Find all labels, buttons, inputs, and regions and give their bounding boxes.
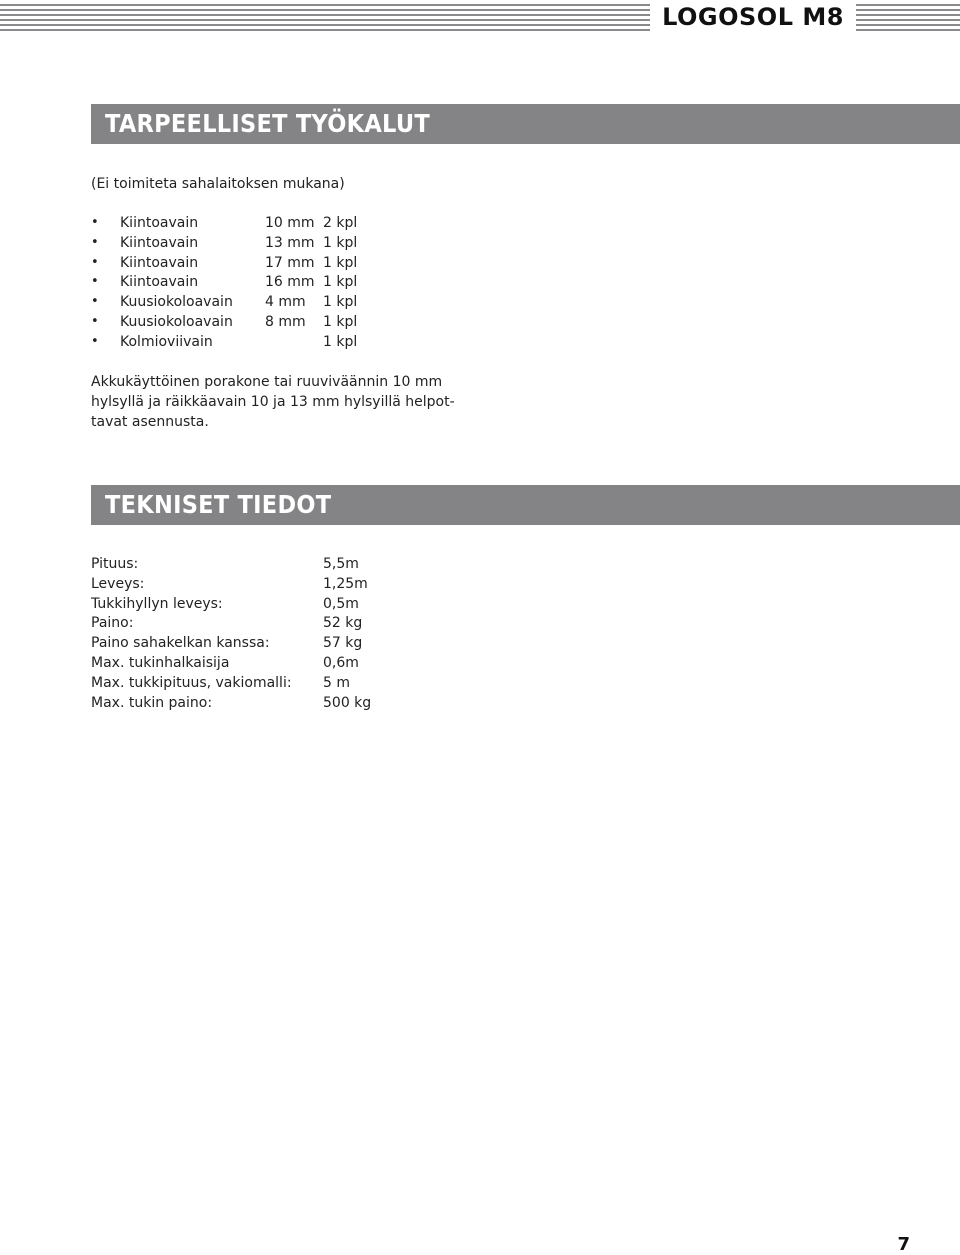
spec-label: Max. tukin paino: (91, 694, 213, 711)
bullet-icon: • (91, 215, 99, 230)
spec-label: Paino sahakelkan kanssa: (91, 635, 270, 652)
spec-label: Max. tukinhalkaisija (91, 654, 230, 671)
spec-label: Pituus: (91, 556, 139, 572)
tool-size: 16 mm (265, 274, 315, 291)
spec-label: Max. tukkipituus, vakiomalli: (91, 674, 292, 691)
tool-size: 10 mm (265, 215, 315, 231)
section-title-tools: TARPEELLISET TYÖKALUT (105, 109, 431, 138)
bullet-icon: • (91, 274, 99, 290)
spec-label: Paino: (91, 615, 134, 632)
tool-quantity: 2 kpl (323, 215, 358, 231)
bullet-icon: • (91, 234, 99, 250)
bullet-icon: • (91, 254, 99, 270)
bullet-icon: • (91, 313, 99, 329)
page-number: 7 (897, 1234, 910, 1255)
spec-label: Leveys: (91, 575, 145, 592)
spec-value: 57 kg (323, 635, 363, 652)
tool-size: 8 mm (265, 313, 306, 330)
bullet-icon: • (91, 333, 99, 349)
tools-note: (Ei toimiteta sahalaitoksen mukana) (91, 176, 345, 192)
tool-name: Kuusiokoloavain (120, 294, 233, 311)
spec-label: Tukkihyllyn leveys: (91, 595, 223, 612)
spec-value: 0,5m (323, 595, 359, 612)
spec-value: 1,25m (323, 575, 368, 592)
tool-quantity: 1 kpl (323, 294, 358, 311)
tool-quantity: 1 kpl (323, 313, 358, 330)
tool-name: Kiintoavain (120, 215, 199, 231)
section-header-specs (91, 485, 960, 525)
header-stripes-right (856, 4, 960, 32)
bullet-icon: • (91, 294, 99, 310)
spec-value: 52 kg (323, 615, 363, 632)
header-stripes-left (0, 4, 650, 32)
tool-name: Kolmioviivain (120, 333, 213, 350)
tool-quantity: 1 kpl (323, 254, 358, 271)
tools-paragraph (91, 372, 455, 432)
tool-size: 17 mm (265, 254, 315, 271)
spec-value: 0,6m (323, 654, 359, 671)
tool-quantity: 1 kpl (323, 234, 358, 251)
tool-name: Kiintoavain (120, 274, 199, 291)
spec-value: 500 kg (323, 694, 372, 711)
tool-name: Kiintoavain (120, 234, 199, 251)
tool-name: Kiintoavain (120, 254, 199, 271)
brand-logo-text: LOGOSOL M8 (662, 3, 844, 31)
spec-value: 5,5m (323, 556, 359, 572)
tool-quantity: 1 kpl (323, 274, 358, 291)
tool-size: 4 mm (265, 294, 306, 311)
paragraph-line: Akkukäyttöinen porakone tai ruuviväännin 10 mm (91, 374, 443, 390)
section-title-specs: TEKNISET TIEDOT (105, 490, 332, 519)
paragraph-line: tavat asennusta. (91, 414, 209, 430)
tool-size: 13 mm (265, 234, 315, 251)
paragraph-line: hylsyllä ja räikkäavain 10 ja 13 mm hylsyillä helpot- (91, 394, 455, 410)
tool-name: Kuusiokoloavain (120, 313, 233, 330)
tool-quantity: 1 kpl (323, 333, 358, 350)
section-header-tools (91, 104, 960, 144)
spec-value: 5 m (323, 674, 350, 691)
